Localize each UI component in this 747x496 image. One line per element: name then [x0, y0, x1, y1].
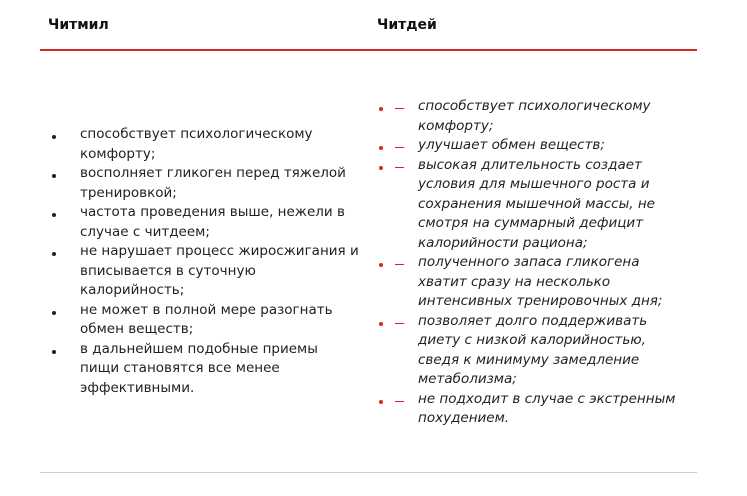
red-dash-icon [395, 264, 404, 265]
red-dash-icon [395, 147, 404, 148]
red-dash-icon [395, 401, 404, 402]
red-dot-icon [379, 322, 383, 326]
red-dash-icon [395, 167, 404, 168]
column-header-cheat-day: Читдей [377, 17, 437, 33]
list-item [40, 164, 360, 203]
column-header-cheat-meal: Читмил [48, 17, 109, 33]
black-dot-icon [52, 311, 56, 315]
list-item [373, 97, 691, 136]
black-dot-icon [52, 252, 56, 256]
comparison-table [40, 0, 697, 496]
list-item-text: высокая длительность создает условия для мышечного роста и сохранения мышечной массы, не смотря на суммарный дефицит калорийности рациона; [418, 156, 655, 251]
list-item [373, 390, 691, 429]
list-item-text: частота проведения выше, нежели в случае с читдеем; [80, 204, 345, 240]
list-item [373, 253, 691, 312]
list-item-text: полученного запаса гликогена хватит сразу на несколько интенсивных тренировочных дня; [418, 254, 663, 309]
list-item [40, 301, 360, 340]
list-item [40, 242, 360, 301]
black-dot-icon [52, 174, 56, 178]
list-item [40, 340, 360, 399]
list-item [40, 125, 360, 164]
black-dot-icon [52, 135, 56, 139]
red-dot-icon [379, 263, 383, 267]
list-item-text: не нарушает процесс жиросжигания и вписывается в суточную калорийность; [80, 243, 359, 298]
list-item-text: в дальнейшем подобные приемы пищи становятся все менее эффективными. [80, 340, 318, 396]
list-item-text: позволяет долго поддерживать диету с низкой калорийностью, сведя к минимуму замедление метаболизма; [418, 312, 648, 387]
bottom-divider [40, 472, 697, 473]
red-dot-icon [379, 400, 383, 404]
red-dot-icon [379, 107, 383, 111]
list-item-text: не подходит в случае с экстренным похудением. [418, 390, 676, 426]
red-dot-icon [379, 166, 383, 170]
list-item-text: способствует психологическому комфорту; [418, 98, 651, 134]
cheat-day-list [373, 97, 691, 429]
list-item-text: восполняет гликоген перед тяжелой тренировкой; [80, 165, 346, 201]
list-item [373, 312, 691, 390]
black-dot-icon [52, 350, 56, 354]
red-dot-icon [379, 146, 383, 150]
header-divider [40, 49, 697, 51]
red-dash-icon [395, 108, 404, 109]
cheat-meal-list [40, 125, 360, 398]
list-item [40, 203, 360, 242]
list-item [373, 136, 691, 156]
black-dot-icon [52, 213, 56, 217]
list-item-text: не может в полной мере разогнать обмен веществ; [80, 301, 333, 337]
list-item-text: улучшает обмен веществ; [418, 137, 605, 153]
list-item [373, 156, 691, 254]
red-dash-icon [395, 323, 404, 324]
list-item-text: способствует психологическому комфорту; [80, 126, 313, 162]
